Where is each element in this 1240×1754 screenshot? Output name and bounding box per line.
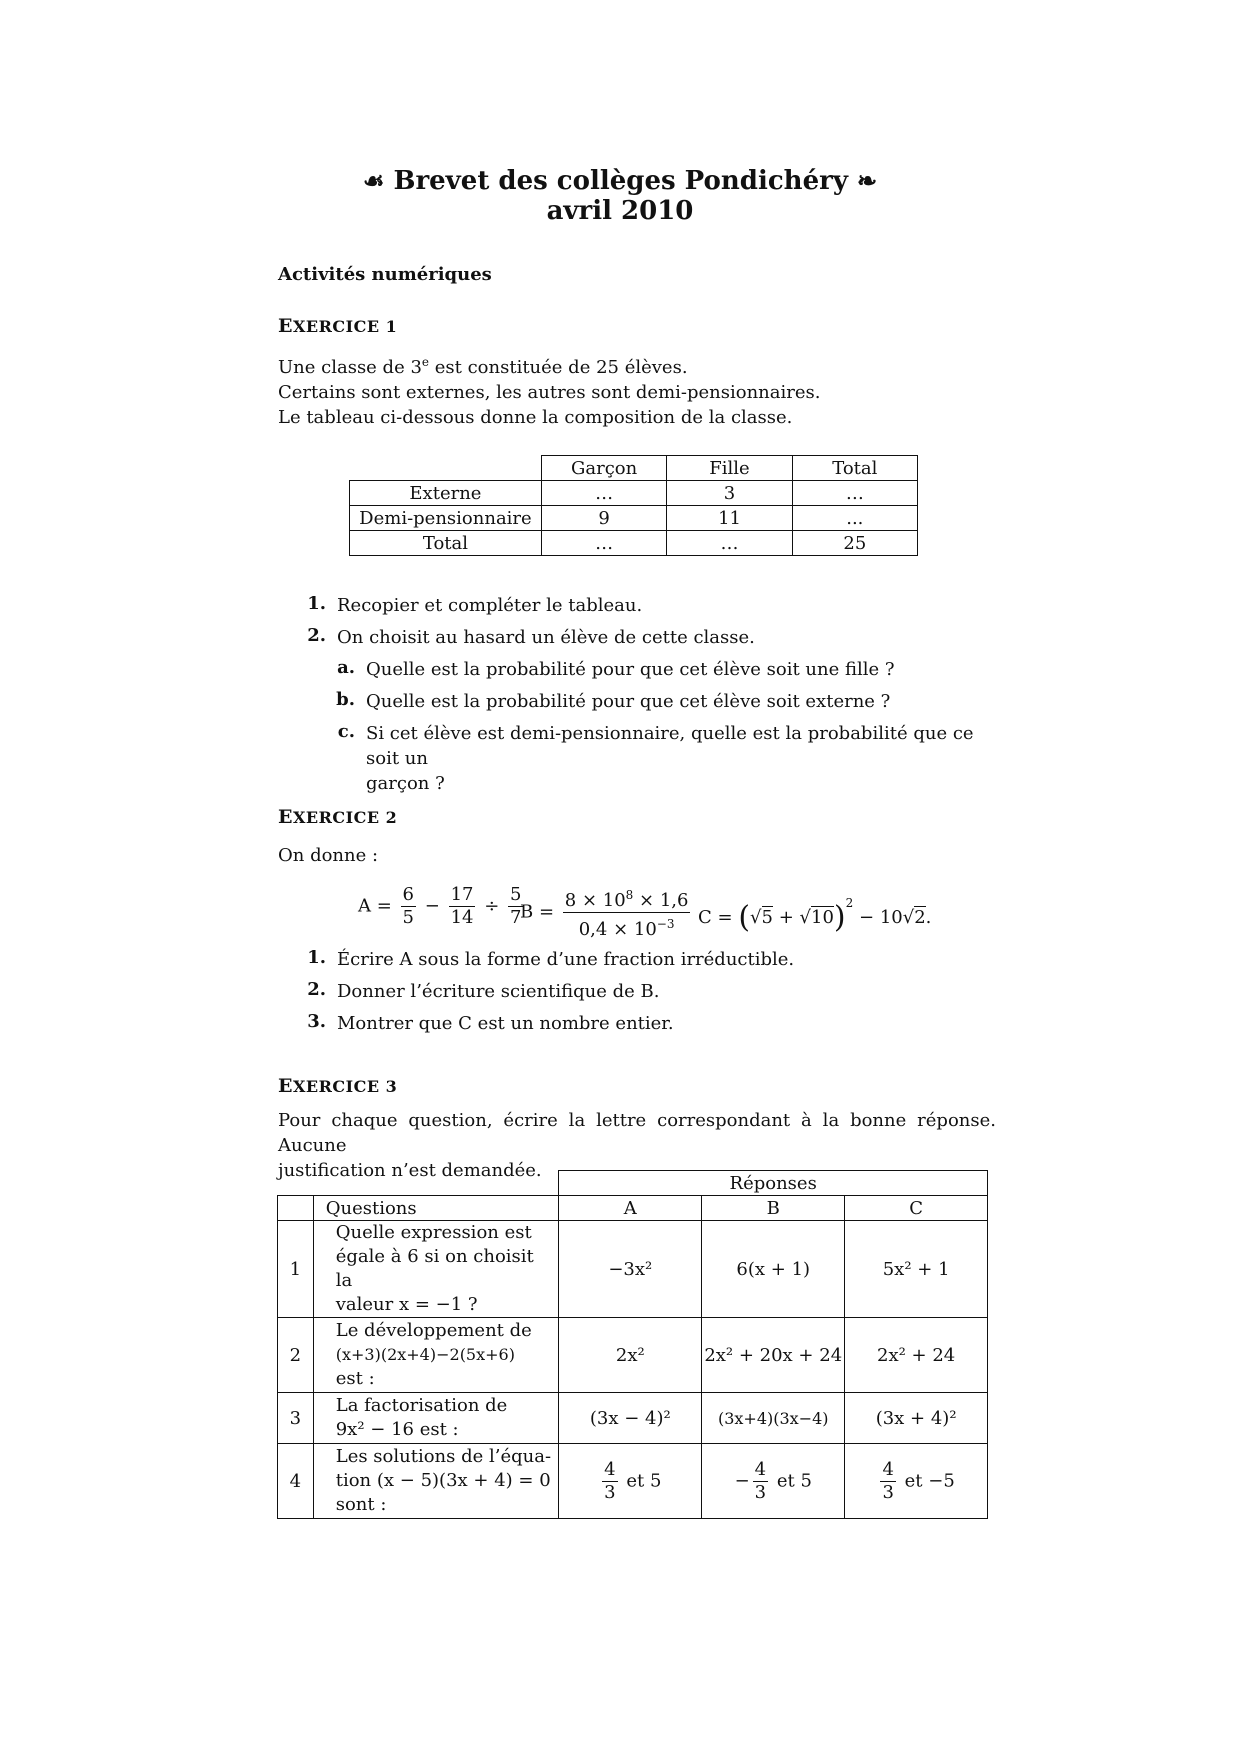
table-cell: 11 [667,506,792,531]
question-number: 1. [307,947,326,968]
question-text: Montrer que C est un nombre entier. [337,1013,674,1034]
table-row [350,481,918,506]
col-b-header: B [702,1196,845,1221]
expression-a: A = $\frac{6}{5}$ − $\frac{17}{14}$ ÷ $\frac{5}{7}$ [358,884,522,928]
exercise-3-intro: Pour chaque question, écrire la lettre correspondant à la bonne réponse. Aucune justification n’est demandée. [278,1110,996,1181]
question-number: 2. [307,625,326,646]
header-garcon: Garçon [541,456,667,481]
question-cell: Quelle expression est égale à 6 si on choisit la valeur x = −1 ? [313,1221,559,1318]
header-total: Total [792,456,917,481]
table-cell: ... [792,506,917,531]
row-label: Total [350,531,542,556]
question-text: Recopier et compléter le tableau. [337,595,643,616]
table-row [278,1444,988,1519]
exercise-1-intro [278,350,996,430]
answer-b: − $\frac{4}{3}$ et 5 [702,1444,845,1519]
header-fille: Fille [667,456,792,481]
row-number: 4 [278,1444,314,1519]
answer-a: (3x − 4)² [559,1393,702,1444]
intro-line-2: Certains sont externes, les autres sont demi-pensionnaires. [278,382,821,403]
col-c-header: C [845,1196,988,1221]
section-heading: Activités numériques [278,264,492,285]
question-number: 2. [307,979,326,1000]
ornament-left-icon: ☙ [362,166,385,195]
row-number: 3 [278,1393,314,1444]
answer-a: −3x² [559,1221,702,1318]
table-row [350,531,918,556]
exercise-3-title: EXERCICE 3 [278,1075,398,1097]
question-cell: La factorisation de 9x² − 16 est : [313,1393,559,1444]
answer-a: 2x² [559,1318,702,1393]
row-number: 2 [278,1318,314,1393]
table-cell: … [667,531,792,556]
question-number: 3. [307,1011,326,1032]
exercise-2-intro: On donne : [278,845,379,866]
responses-header: Réponses [559,1171,988,1196]
table-cell: … [792,481,917,506]
answer-b: 2x² + 20x + 24 [702,1318,845,1393]
table-cell: 3 [667,481,792,506]
sub-question-letter: b. [336,689,355,710]
answer-a: $\frac{4}{3}$ et 5 [559,1444,702,1519]
question-text: On choisit au hasard un élève de cette classe. [337,627,755,648]
row-label: Externe [350,481,542,506]
table-row [350,506,918,531]
sub-question-letter: a. [337,657,355,678]
expression-b: B = $\frac{8 \times 10^8 \times 1,6}{0,4 \times 10^{-3}}$ [520,884,693,941]
class-composition-table [349,455,918,556]
sub-question-text: Quelle est la probabilité pour que cet élève soit une fille ? [366,659,895,680]
answer-c: $\frac{4}{3}$ et −5 [845,1444,988,1519]
table-row [278,1221,988,1318]
row-label: Demi-pensionnaire [350,506,542,531]
col-a-header: A [559,1196,702,1221]
answer-c: 5x² + 1 [845,1221,988,1318]
answer-c: 2x² + 24 [845,1318,988,1393]
exercise-1-title: EXERCICE 1 [278,315,398,337]
row-number: 1 [278,1221,314,1318]
intro-line-3: Le tableau ci-dessous donne la composition de la classe. [278,407,793,428]
document-subtitle: avril 2010 [546,196,694,226]
sub-question-text: Si cet élève est demi-pensionnaire, quelle est la probabilité que ce soit un garçon ? [366,723,974,794]
table-row [278,1393,988,1444]
question-text: Écrire A sous la forme d’une fraction irréductible. [337,949,795,970]
question-cell: Les solutions de l’équa- tion (x − 5)(3x + 4) = 0 sont : [313,1444,559,1519]
questions-header: Questions [313,1196,559,1221]
question-text: Donner l’écriture scientifique de B. [337,981,660,1002]
table-cell: 9 [541,506,667,531]
answer-b: (3x+4)(3x−4) [702,1393,845,1444]
title-text: Brevet des collèges Pondichéry [393,166,848,196]
question-cell: Le développement de (x+3)(2x+4)−2(5x+6) est : [313,1318,559,1393]
expression-c: $C = (√5 + √10)^2 - 10√2$. [698,896,932,935]
intro-line-1: Une classe de 3e est constituée de 25 élèves. [278,355,688,378]
sub-question-text: Quelle est la probabilité pour que cet élève soit externe ? [366,691,891,712]
ornament-right-icon: ❧ [857,166,878,195]
mcq-table [277,1170,988,1519]
answer-c: (3x + 4)² [845,1393,988,1444]
table-cell: 25 [792,531,917,556]
table-cell: … [541,531,667,556]
table-cell: … [541,481,667,506]
document-title [0,166,1240,196]
sub-question-letter: c. [337,721,355,742]
table-row [278,1318,988,1393]
question-number: 1. [307,593,326,614]
exercise-2-title: EXERCICE 2 [278,806,398,828]
answer-b: 6(x + 1) [702,1221,845,1318]
